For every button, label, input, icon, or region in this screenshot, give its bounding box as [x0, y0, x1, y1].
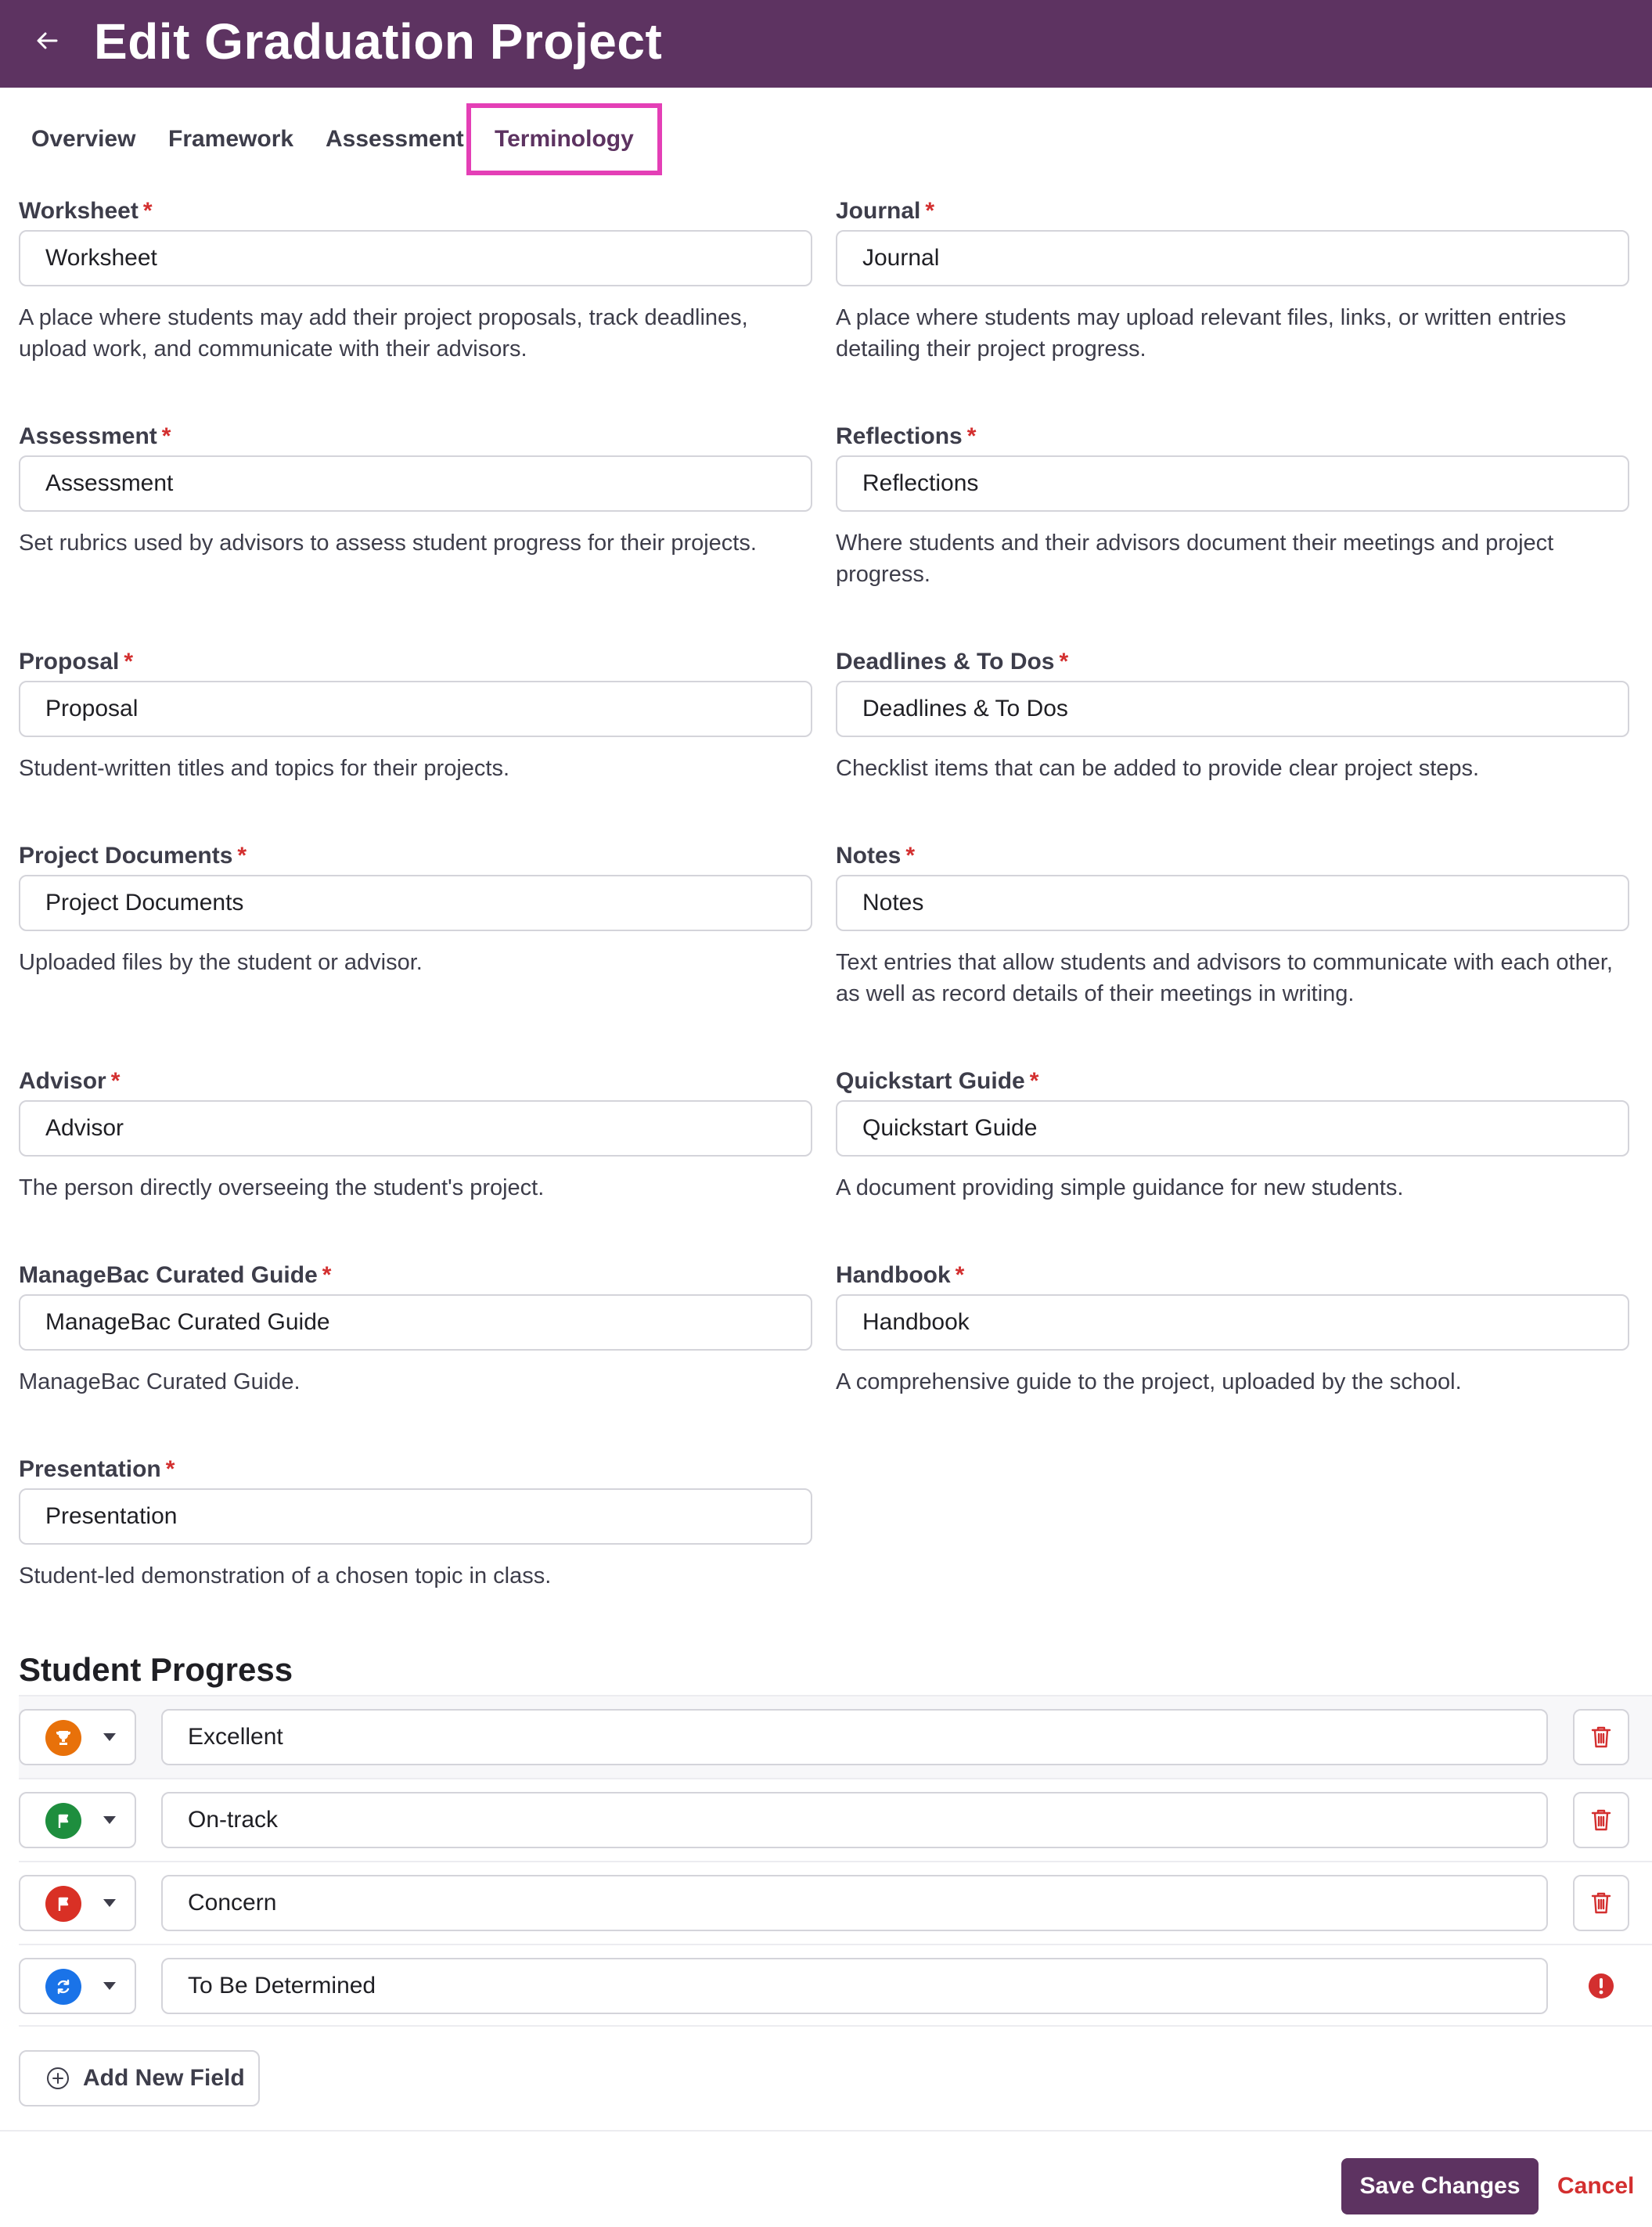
status-icon-select[interactable] [19, 1792, 136, 1848]
required-marker: * [142, 198, 153, 224]
field-description: A comprehensive guide to the project, uploaded by the school. [836, 1369, 1462, 1394]
field-label: Assessment [19, 423, 157, 449]
save-changes-button[interactable]: Save Changes [1341, 2158, 1539, 2214]
required-marker: * [1029, 1068, 1039, 1094]
progress-label-input[interactable] [161, 1792, 1548, 1848]
trash-icon [1589, 1808, 1613, 1833]
progress-row [19, 1944, 1652, 2027]
advisor-input[interactable] [19, 1100, 812, 1157]
trash-icon [1589, 1891, 1613, 1916]
status-icon-select[interactable] [19, 1875, 136, 1931]
field-proposal [19, 646, 812, 781]
required-marker: * [237, 843, 247, 869]
field-label: Worksheet [19, 198, 139, 224]
trophy-icon [45, 1720, 81, 1756]
add-new-field-label: Add New Field [83, 2065, 245, 2091]
deadlines-input[interactable] [836, 681, 1629, 737]
field-journal [836, 196, 1629, 362]
refresh-icon [45, 1969, 81, 2005]
field-description: A document providing simple guidance for new students. [836, 1175, 1404, 1200]
field-description: Uploaded files by the student or advisor. [19, 950, 423, 975]
field-label: Deadlines & To Dos [836, 649, 1055, 675]
field-quickstart [836, 1066, 1629, 1200]
progress-row [19, 1695, 1652, 1778]
flag-icon [45, 1886, 81, 1922]
progress-label-input[interactable] [161, 1709, 1548, 1765]
footer-divider [0, 2130, 1652, 2132]
add-new-field-button[interactable] [19, 2050, 260, 2106]
delete-button[interactable] [1573, 1875, 1629, 1931]
required-marker: * [322, 1262, 332, 1288]
field-worksheet [19, 196, 812, 362]
field-description: Where students and their advisors document their meetings and project progress. [836, 531, 1554, 587]
reflections-input[interactable] [836, 455, 1629, 512]
cancel-button[interactable]: Cancel [1557, 2173, 1635, 2199]
required-marker: * [161, 423, 171, 449]
chevron-down-icon [103, 1733, 116, 1741]
field-label: Advisor [19, 1068, 106, 1094]
delete-button[interactable] [1573, 1709, 1629, 1765]
field-curated-guide [19, 1260, 812, 1394]
status-icon-select[interactable] [19, 1958, 136, 2014]
flag-icon [45, 1803, 81, 1839]
warning-icon [1587, 1972, 1615, 2000]
field-description: Set rubrics used by advisors to assess student progress for their projects. [19, 531, 757, 556]
trash-icon [1589, 1725, 1613, 1750]
tab-framework[interactable]: Framework [168, 126, 294, 152]
field-label: Handbook [836, 1262, 951, 1288]
chevron-down-icon [103, 1816, 116, 1824]
notes-input[interactable] [836, 875, 1629, 931]
field-project-documents [19, 840, 812, 975]
required-marker: * [110, 1068, 121, 1094]
field-notes [836, 840, 1629, 1006]
field-description: Checklist items that can be added to provide clear project steps. [836, 756, 1480, 781]
required-marker: * [905, 843, 916, 869]
project-documents-input[interactable] [19, 875, 812, 931]
assessment-input[interactable] [19, 455, 812, 512]
student-progress-title: Student Progress [19, 1651, 293, 1688]
field-label: Presentation [19, 1456, 161, 1482]
quickstart-input[interactable] [836, 1100, 1629, 1157]
field-label: Notes [836, 843, 902, 869]
field-presentation [19, 1454, 812, 1588]
field-label: Project Documents [19, 843, 233, 869]
journal-input[interactable] [836, 230, 1629, 286]
required-marker: * [925, 198, 935, 224]
field-description: A place where students may add their project proposals, track deadlines, upload work, and communicate with their advisors. [19, 305, 748, 362]
tab-overview[interactable]: Overview [31, 126, 136, 152]
field-deadlines [836, 646, 1629, 781]
proposal-input[interactable] [19, 681, 812, 737]
required-marker: * [1059, 649, 1069, 675]
field-description: The person directly overseeing the student's project. [19, 1175, 545, 1200]
field-description: Student-led demonstration of a chosen topic in class. [19, 1563, 552, 1588]
field-label: ManageBac Curated Guide [19, 1262, 318, 1288]
presentation-input[interactable] [19, 1488, 812, 1545]
chevron-down-icon [103, 1899, 116, 1907]
field-description: Text entries that allow students and advisors to communicate with each other, as well as record details of their meetings in writing. [836, 950, 1613, 1006]
delete-button[interactable] [1573, 1792, 1629, 1848]
worksheet-input[interactable] [19, 230, 812, 286]
field-advisor [19, 1066, 812, 1200]
field-label: Journal [836, 198, 921, 224]
required-marker: * [165, 1456, 175, 1482]
status-icon-select[interactable] [19, 1709, 136, 1765]
field-assessment [19, 421, 812, 556]
arrow-left-icon[interactable] [30, 23, 64, 58]
handbook-input[interactable] [836, 1294, 1629, 1351]
field-description: Student-written titles and topics for their projects. [19, 756, 510, 781]
progress-label-input[interactable] [161, 1875, 1548, 1931]
required-marker: * [955, 1262, 965, 1288]
page-header [0, 0, 1652, 88]
required-marker: * [124, 649, 134, 675]
progress-row [19, 1861, 1652, 1944]
field-label: Reflections [836, 423, 963, 449]
plus-circle-icon [45, 2066, 70, 2091]
tab-terminology[interactable]: Terminology [466, 103, 662, 175]
field-description: ManageBac Curated Guide. [19, 1369, 301, 1394]
field-handbook [836, 1260, 1629, 1394]
progress-label-input[interactable] [161, 1958, 1548, 2014]
required-marker: * [966, 423, 977, 449]
page-title: Edit Graduation Project [94, 13, 663, 70]
chevron-down-icon [103, 1982, 116, 1990]
field-description: A place where students may upload relevant files, links, or written entries detailing their project progress. [836, 305, 1567, 362]
field-label: Quickstart Guide [836, 1068, 1025, 1094]
field-reflections [836, 421, 1629, 587]
progress-row [19, 1778, 1652, 1861]
tab-assessment[interactable]: Assessment [326, 126, 464, 152]
curated-guide-input[interactable] [19, 1294, 812, 1351]
field-label: Proposal [19, 649, 120, 675]
